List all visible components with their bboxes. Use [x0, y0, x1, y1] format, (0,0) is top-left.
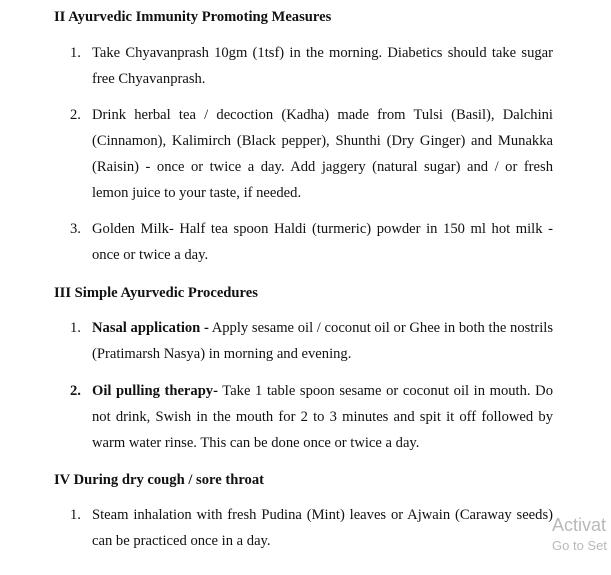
list-item-content: Take 1 table spoon sesame or coconut oil in mouth. Do not drink, Swish in the mouth for 2 to 3 minutes and spit it off followed by warm water rinse. This can be done once or twice a day. — [92, 383, 553, 451]
list-item — [70, 40, 553, 92]
list-item-text: Golden Milk- Half tea spoon Haldi (turmeric) powder in 150 ml hot milk - once or twice a day. — [92, 221, 553, 263]
list-item — [70, 102, 553, 206]
list-item-lead: Oil pulling therapy- — [92, 383, 218, 399]
list-item-number: 2. — [70, 107, 81, 123]
watermark-line-2: Go to Set — [552, 538, 607, 553]
list-item — [70, 378, 553, 456]
list-item-number: 1. — [70, 320, 81, 336]
list-item-text: Steam inhalation with fresh Pudina (Mint) leaves or Ajwain (Caraway seeds) can be practiced once in a day. — [92, 507, 553, 549]
list-item-text — [92, 378, 553, 456]
list-item-text: Take Chyavanprash 10gm (1tsf) in the morning. Diabetics should take sugar free Chyavanprash. — [92, 45, 553, 87]
watermark-line-1: Activat — [552, 515, 607, 535]
list-item-text: Drink herbal tea / decoction (Kadha) made from Tulsi (Basil), Dalchini (Cinnamon), Kalimirch (Black pepper), Shunthi (Dry Ginger) and Munakka (Raisin) - once or twice a day. Add jaggery (natural sugar) and / or fresh lemon juice to your taste, if needed. — [92, 107, 553, 201]
list-item-content: Apply sesame oil / coconut oil or Ghee in both the nostrils (Pratimarsh Nasya) in morning and evening. — [92, 320, 554, 362]
list-item-lead: Nasal application - — [92, 320, 209, 336]
list-item — [70, 315, 553, 367]
section-heading-dry-cough: IV During dry cough / sore throat — [54, 472, 265, 488]
list-item-text — [92, 315, 553, 367]
list-item — [70, 216, 553, 268]
list-item — [70, 502, 553, 554]
list-item-number: 2. — [70, 383, 81, 399]
list-item-number: 1. — [70, 507, 81, 523]
list-item-number: 3. — [70, 221, 81, 237]
section-heading-immunity-measures: II Ayurvedic Immunity Promoting Measures — [54, 9, 332, 25]
activation-watermark — [552, 513, 611, 555]
list-item-number: 1. — [70, 45, 81, 61]
section-heading-simple-procedures: III Simple Ayurvedic Procedures — [54, 285, 258, 301]
